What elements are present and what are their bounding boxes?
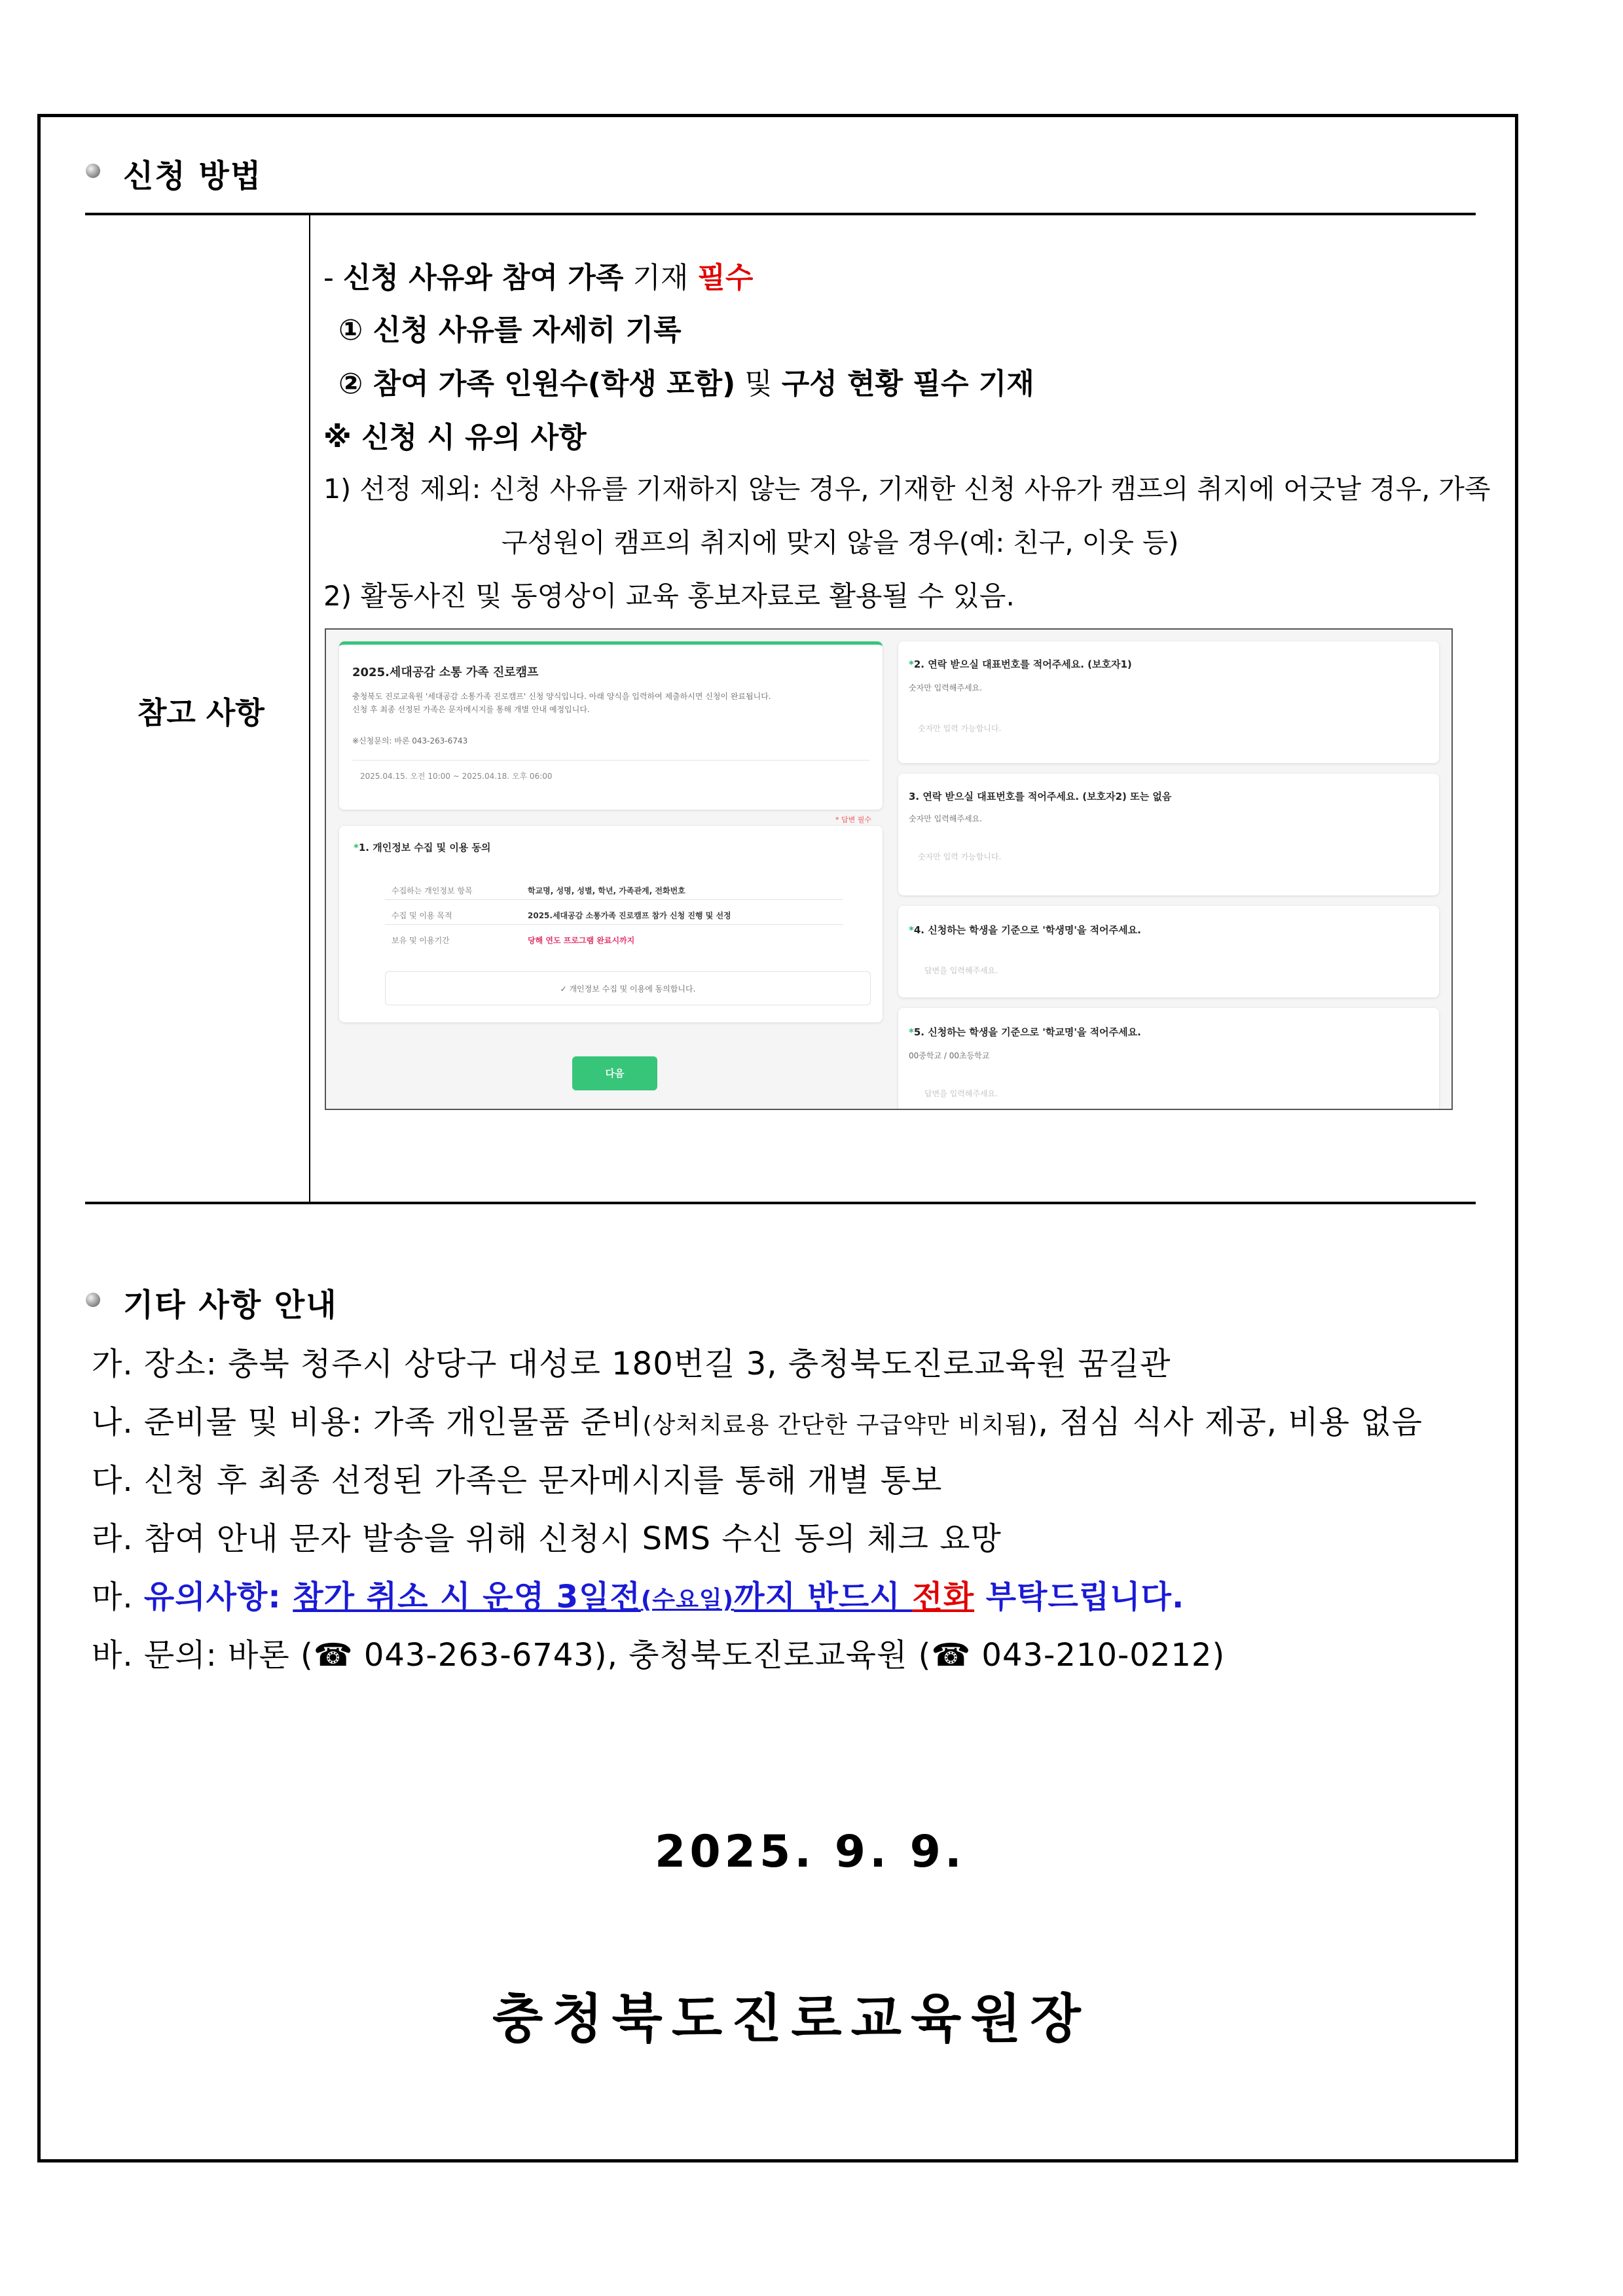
item5-prefix: 마. bbox=[92, 1579, 144, 1615]
q5-title bbox=[909, 1025, 1141, 1039]
q1-label: 1. 개인정보 수집 및 이용 동의 bbox=[358, 842, 491, 853]
etc-item-1: 가. 장소: 충북 청주시 상당구 대성로 180번길 3, 충청북도진로교육원 꿈길관 bbox=[92, 1346, 1171, 1382]
q1-row-divider bbox=[385, 899, 843, 900]
apply-line-5: 1) 선정 제외: 신청 사유를 기재하지 않는 경우, 기재한 신청 사유가 캠프의 취지에 어긋날 경우, 가족 bbox=[323, 473, 1491, 505]
apply-line-2: ① 신청 사유를 자세히 기록 bbox=[338, 314, 682, 347]
apply-line-6: 구성원이 캠프의 취지에 맞지 않을 경우(예: 친구, 이웃 등) bbox=[501, 527, 1179, 558]
form-screenshot bbox=[325, 628, 1453, 1110]
etc-item-4: 라. 참여 안내 문자 발송을 위해 신청시 SMS 수신 동의 체크 요망 bbox=[92, 1520, 1002, 1557]
table-top-rule bbox=[85, 213, 1476, 215]
etc-item-6: 바. 문의: 바론 (☎ 043-263-6743), 충청북도진로교육원 (☎ 043-210-0212) bbox=[92, 1637, 1226, 1674]
q4-label: 4. 신청하는 학생을 기준으로 '학생명'을 적어주세요. bbox=[913, 924, 1141, 936]
form-title: 2025.세대공감 소통 가족 진로캠프 bbox=[352, 666, 539, 679]
q1-row-divider bbox=[385, 924, 843, 925]
q2-title bbox=[909, 657, 1132, 671]
q5-card bbox=[898, 1008, 1439, 1110]
q2-label: 2. 연락 받으실 대표번호를 적어주세요. (보호자1) bbox=[913, 658, 1132, 670]
q1-title bbox=[354, 840, 491, 854]
q3-label: 3. 연락 받으실 대표번호를 적어주세요. (보호자2) 또는 없음 bbox=[909, 791, 1172, 802]
apply-line-7: 2) 활동사진 및 동영상이 교육 홍보자료로 활용될 수 있음. bbox=[323, 580, 1015, 612]
section-title-etc: 기타 사항 안내 bbox=[123, 1287, 338, 1323]
q5-label: 5. 신청하는 학생을 기준으로 '학교명'을 적어주세요. bbox=[913, 1026, 1141, 1038]
form-desc-2: 신청 후 최종 선정된 가족은 문자메시지를 통해 개별 안내 예정입니다. bbox=[352, 705, 590, 714]
q2-input[interactable]: 숫자만 입력 가능합니다. bbox=[918, 724, 1002, 733]
form-required-note: * 답변 필수 bbox=[835, 816, 871, 824]
item5-red: 전화 bbox=[912, 1579, 975, 1615]
item5-a: 유의사항: bbox=[143, 1579, 293, 1615]
form-period: 2025.04.15. 오전 10:00 ~ 2025.04.18. 오후 06:00 bbox=[360, 772, 553, 781]
q2-star: * bbox=[909, 658, 914, 670]
q3-title bbox=[909, 789, 1171, 803]
q4-card bbox=[898, 906, 1439, 997]
form-contact: ※신청문의: 바론 043-263-6743 bbox=[352, 736, 468, 745]
q1-row-2-value: 2025.세대공감 소통가족 진로캠프 참가 신청 진행 및 선정 bbox=[528, 911, 731, 920]
etc-item-3: 다. 신청 후 최종 선정된 가족은 문자메시지를 통해 개별 통보 bbox=[92, 1462, 943, 1499]
table-divider bbox=[309, 215, 310, 1202]
form-header-divider bbox=[352, 760, 869, 761]
q5-hint: 00중학교 / 00초등학교 bbox=[909, 1051, 990, 1060]
q1-star: * bbox=[354, 842, 359, 853]
q3-hint: 숫자만 입력해주세요. bbox=[909, 814, 982, 823]
bullet-icon bbox=[86, 164, 100, 178]
issuer-signature: 충청북도진로교육원장 bbox=[492, 1988, 1090, 2049]
line1-bold: 신청 사유와 참여 가족 bbox=[342, 261, 624, 295]
q3-card bbox=[898, 774, 1439, 895]
q3-input[interactable]: 숫자만 입력 가능합니다. bbox=[918, 852, 1002, 861]
document-date: 2025. 9. 9. bbox=[655, 1826, 966, 1878]
bullet-icon bbox=[86, 1293, 100, 1307]
etc-item-2 bbox=[92, 1397, 1423, 1442]
item5-d: 부탁드립니다. bbox=[974, 1579, 1185, 1615]
q1-agree-box[interactable] bbox=[385, 971, 871, 1005]
q1-card bbox=[339, 826, 883, 1022]
line3-c: 구성 현황 필수 기재 bbox=[781, 367, 1034, 401]
q5-star: * bbox=[909, 1026, 914, 1038]
line1-mid: 기재 bbox=[623, 261, 698, 295]
q2-hint: 숫자만 입력해주세요. bbox=[909, 683, 982, 692]
apply-line-4: ※ 신청 시 유의 사항 bbox=[323, 421, 587, 454]
item5-c: 까지 반드시 bbox=[734, 1579, 913, 1615]
item5-b: 참가 취소 시 운영 3일전 bbox=[293, 1579, 641, 1615]
apply-line-1 bbox=[323, 254, 753, 296]
apply-line-3 bbox=[338, 360, 1034, 402]
form-header-card bbox=[339, 641, 883, 810]
etc-item-5 bbox=[92, 1571, 1184, 1617]
q4-title bbox=[909, 923, 1141, 937]
row-label: 참고 사항 bbox=[137, 695, 264, 730]
next-button[interactable]: 다음 bbox=[572, 1056, 657, 1090]
q2-card bbox=[898, 641, 1439, 763]
table-bottom-rule bbox=[85, 1202, 1476, 1204]
line3-b: 및 bbox=[735, 367, 782, 401]
q1-row-1-value: 학교명, 성명, 성별, 학년, 가족관계, 전화번호 bbox=[528, 886, 685, 895]
q4-input[interactable]: 답변을 입력해주세요. bbox=[924, 966, 998, 975]
line3-a: ② 참여 가족 인원수(학생 포함) bbox=[338, 367, 736, 401]
q4-star: * bbox=[909, 924, 914, 936]
section-title-apply: 신청 방법 bbox=[123, 158, 263, 194]
line1-prefix: - bbox=[323, 261, 343, 295]
q1-row-3-key: 보유 및 이용기간 bbox=[392, 936, 450, 945]
q1-row-1-key: 수집하는 개인정보 항목 bbox=[392, 886, 473, 895]
line1-required: 필수 bbox=[697, 261, 754, 295]
q5-input[interactable]: 답변을 입력해주세요. bbox=[924, 1089, 998, 1098]
item5-small: (수요일) bbox=[640, 1587, 735, 1613]
form-desc-1: 충청북도 진로교육원 '세대공감 소통가족 진로캠프' 신청 양식입니다. 아래 양식을 입력하여 제출하시면 신청이 완료됩니다. bbox=[352, 692, 771, 701]
item2-small: (상처치료용 간단한 구급약만 비치됨) bbox=[642, 1412, 1038, 1439]
q1-row-2-key: 수집 및 이용 목적 bbox=[392, 911, 452, 920]
q1-agree-label: ✓ 개인정보 수집 및 이용에 동의합니다. bbox=[560, 984, 696, 994]
q1-row-3-value: 당해 연도 프로그램 완료시까지 bbox=[528, 936, 635, 945]
item2-a: 나. 준비물 및 비용: 가족 개인물품 준비 bbox=[92, 1404, 643, 1441]
item2-b: , 점심 식사 제공, 비용 없음 bbox=[1038, 1404, 1423, 1441]
